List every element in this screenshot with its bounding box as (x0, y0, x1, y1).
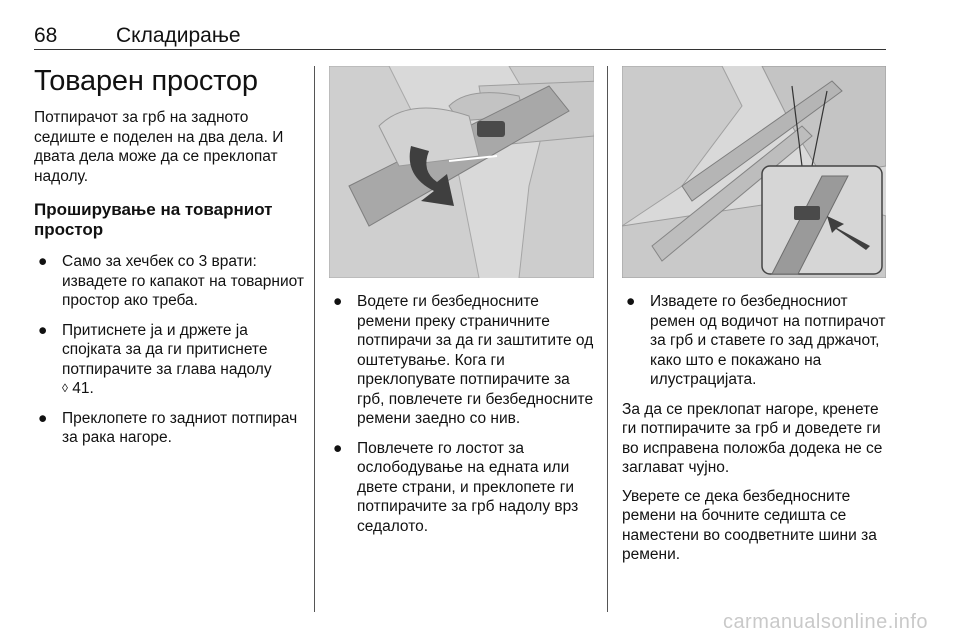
fold-up-paragraph: За да се преклопат нагоре, кренете ги потпирачите за грб и доведете ги во исправена положба додека не се заглават чујно. (622, 400, 883, 476)
header-rule (34, 49, 886, 50)
page-number: 68 (34, 24, 58, 47)
list-item: ● Само за хечбек со 3 врати: извадете го капакот на товарниот простор ако треба. (38, 253, 305, 309)
bullet-icon: ● (38, 321, 48, 339)
illustration-belt-holder (622, 66, 886, 278)
list-item: ● Повлечете го лостот за ослободување на едната или двете страни, и преклопете ги потпирачите за грб надолу врз седалото. (333, 439, 579, 535)
belt-holder-illustration-svg (622, 66, 886, 278)
left-column (34, 64, 306, 458)
middle-column (329, 66, 594, 546)
list-item: ● Преклопете го задниот потпирач за рака нагоре. (38, 409, 298, 446)
right-column (622, 66, 886, 574)
belt-check-paragraph: Уверете се дека безбедносните ремени на бочните седишта се наместени во соодветните шини за ремени. (622, 487, 877, 563)
column-divider-1 (314, 66, 315, 612)
section-title: Товарен простор (34, 65, 258, 97)
subheading: Проширување на товарниот простор (34, 200, 273, 239)
page-header (34, 14, 886, 50)
column-divider-2 (607, 66, 608, 612)
bullet-icon: ● (38, 253, 48, 270)
intro-paragraph: Потпирачот за грб на задното седиште е поделен на два дела. И двата дела може да се преклопат надолу. (34, 109, 284, 185)
running-title: Складирање (116, 24, 241, 47)
list-item: ● Притиснете ја и држете ја спојката за да ги притиснете потпирачите за глава надолу ◊ 41. (38, 321, 272, 397)
right-bullet-list (622, 292, 886, 390)
middle-bullet-list (329, 292, 594, 536)
list-item: ● Извадете го безбедносниот ремен од водичот на потпирачот за грб и ставете го зад држачот, како што е покажано на илустрацијата. (626, 293, 886, 388)
list-item: ● Водете ги безбедносните ремени преку страничните потпирачи за да ги заштитите од оштетување. Кога ги преклопувате потпирачите за грб, повлечете ги безбедносните ремени заедно со нив. (333, 293, 594, 427)
bullet-icon: ● (38, 409, 48, 427)
headrest-illustration-svg (329, 66, 594, 278)
page-reference-icon: ◊ (62, 381, 68, 395)
left-bullet-list (34, 252, 306, 448)
bullet-icon: ● (626, 293, 636, 310)
bullet-icon: ● (333, 439, 343, 457)
illustration-headrest-release (329, 66, 594, 278)
page-reference-link[interactable]: 41. (72, 380, 94, 397)
watermark: carmanualsonline.info (722, 611, 928, 633)
bullet-icon: ● (333, 293, 343, 310)
